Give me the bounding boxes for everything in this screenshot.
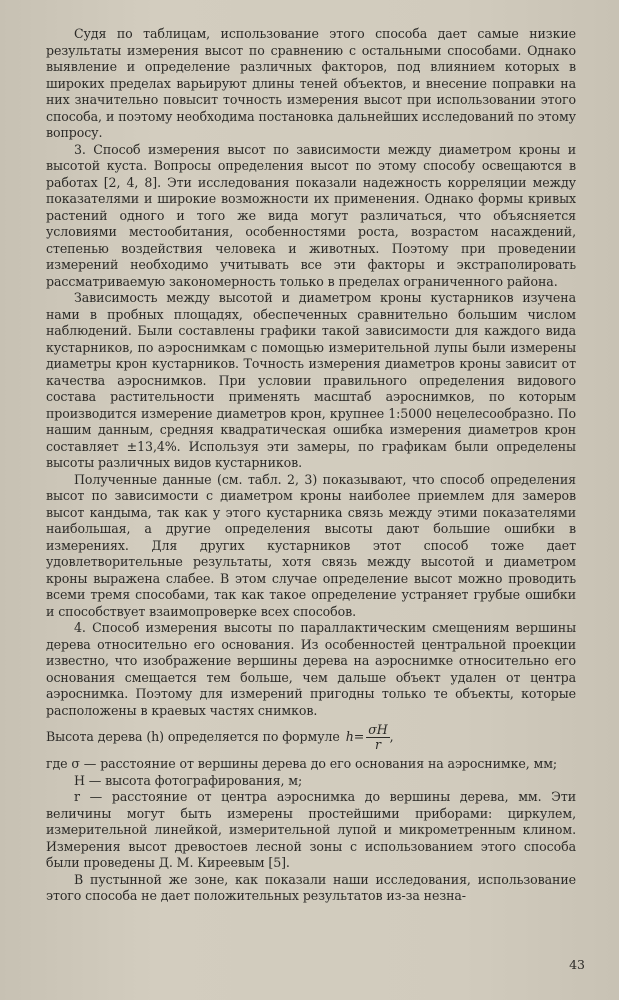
paragraph-2: 3. Способ измерения высот по зависимости между диаметром кроны и высотой куста. Вопросы определения высот по этому способу освещаются в работах [2, 4, 8]. Эти исследования показали надежность корреляции между показателями и широкие возможности их применения. Однако формы кривых растений одного и того же вида могут различаться, что объясняется условиями местообитания, особенностями роста, возрастом насаждений, степенью воздействия человека и животных. Поэтому при проведении измерений необходимо учитывать все эти факторы и экстраполировать рассматриваемую закономерность только в пределах ограниченного района. xyxy=(46,141,576,289)
paragraph-5: 4. Способ измерения высоты по параллактическим смещениям вершины дерева относительно его основания. Из особенностей центральной проекции известно, что изображение вершины дерева на аэроснимке относительно его основания смещается тем больше, чем дальше объект удален от центра аэроснимка. Поэтому для измерений пригодны только те объекты, которые расположены в краевых частях снимков. xyxy=(46,620,576,718)
formula-lhs: h= xyxy=(345,729,365,745)
text-column xyxy=(46,26,576,905)
page-number: 43 xyxy=(569,957,585,972)
definition-r: r — расстояние от центра аэроснимка до вершины дерева, мм. Эти величины могут быть измерены простейшими приборами: циркулем, измерительной линейкой, измерительной лупой и микрометренным клином. Измерения высот древостоев лесной зоны с использованием этого способа были проведены Д. М. Киреевым [5]. xyxy=(46,789,576,870)
formula-intro: Высота дерева (h) определяется по формуле xyxy=(46,729,340,745)
paragraph-4: Полученные данные (см. табл. 2, 3) показывают, что способ определения высот по зависимости с диаметром кроны наиболее приемлем для замеров высот кандыма, так как у этого кустарника связь между этими показателями наибольшая, а другие определения высоты дают большие ошибки в измерениях. Для других кустарников этот способ тоже дает удовлетворительные результаты, хотя связь между высотой и диаметром кроны выражена слабее. В этом случае определение высот можно проводить всеми тремя способами, так как такое определение устраняет грубые ошибки и способствует взаимопроверке всех способов. xyxy=(46,471,576,619)
paragraph-1: Судя по таблицам, использование этого способа дает самые низкие результаты измерения высот по сравнению с остальными способами. Однако выявление и определение различных факторов, под влиянием которых в широких пределах варьируют длины теней объектов, и внесение поправки на них значительно повысит точность измерения высот при использовании этого способа, и поэтому необходима постановка дальнейших исследований по этому вопросу. xyxy=(46,26,576,140)
definition-sigma: где σ — расстояние от вершины дерева до его основания на аэроснимке, мм; xyxy=(46,756,558,771)
formula-fraction xyxy=(366,723,389,752)
formula-tail: , xyxy=(389,729,394,745)
paragraph-3: Зависимость между высотой и диаметром кроны кустарников изучена нами в пробных площадях, обеспеченных сравнительно большим числом наблюдений. Были составлены графики такой зависимости для каждого вида кустарников, по аэроснимкам с помощью измерительной лупы были измерены диаметры крон кустарников. Точность измерения диаметров кроны зависит от качества аэроснимков. При условии правильного определения видового состава растительности применять масштаб аэроснимков, по которым производится измерение диаметров крон, крупнее 1:5000 нецелесообразно. По нашим данным, средняя квадратическая ошибка измерения диаметров крон составляет ±13,4%. Используя эти замеры, по графикам были определены высоты различных видов кустарников. xyxy=(46,290,576,470)
definition-h: H — высота фотографирования, м; xyxy=(74,772,303,788)
paragraph-last: В пустынной же зоне, как показали наши исследования, использование этого способа не дает положительных результатов из-за незна- xyxy=(46,871,576,903)
formula-line xyxy=(46,723,576,752)
formula-denominator: r xyxy=(374,737,381,752)
formula-numerator: σH xyxy=(368,722,388,737)
